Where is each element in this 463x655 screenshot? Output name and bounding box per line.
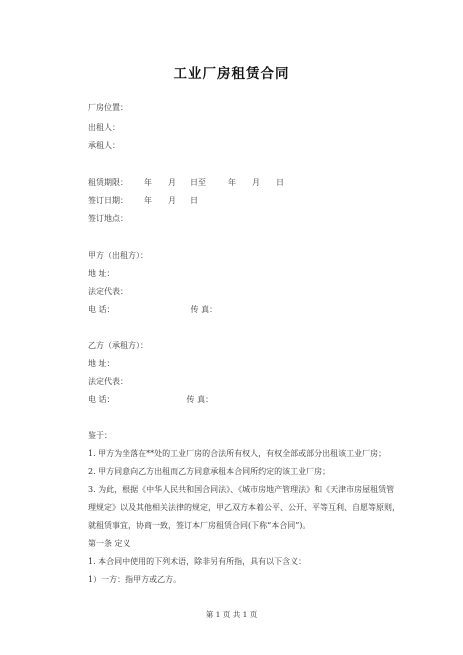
- article-1-sub-1: 1）一方：指甲方或乙方。: [88, 575, 182, 584]
- party-b-phone: 电 话：: [88, 395, 115, 404]
- whereas-item-3: 3. 为此，根据《中华人民共和国合同法》、《城市房地产管理法》和《天津市房屋租赁管理规定》以及其他相关法律的规定，甲乙双方本着公平、公开、平等互利、自愿等原则，就租赁事宜，协商一致，签订本厂房租赁合同(下称“本合同”)。: [88, 485, 400, 530]
- party-b-contact-line: [88, 394, 213, 405]
- signing-place-field: 签订地点：: [88, 214, 128, 223]
- party-b-legal-rep: 法定代表：: [88, 377, 128, 386]
- period-year-start: 年: [144, 178, 152, 187]
- period-month-end: 月: [252, 178, 260, 187]
- signing-date-label: 签订日期：: [88, 196, 128, 205]
- lease-period-label: 租赁期限：: [88, 178, 128, 187]
- period-day-to: 日至: [190, 178, 206, 187]
- whereas-item-1: 1. 甲方为坐落在**处的工业厂房的合法所有权人，有权全部或部分出租该工业厂房；: [88, 449, 387, 458]
- whereas-heading: 鉴于：: [88, 431, 112, 440]
- signing-month: 月: [168, 196, 176, 205]
- signing-date-line: [88, 195, 198, 206]
- period-day-end: 日: [276, 178, 284, 187]
- party-a-contact-line: [88, 304, 217, 315]
- period-month-start: 月: [168, 178, 176, 187]
- party-a-phone: 电 话：: [88, 305, 115, 314]
- lessor-field: 出租人：: [88, 123, 120, 132]
- party-b-fax: 传 真：: [186, 395, 214, 404]
- document-title: 工业厂房租赁合同: [173, 66, 290, 82]
- party-a-fax: 传 真：: [190, 305, 218, 314]
- page-number: 第 1 页 共 1 页: [205, 610, 258, 619]
- whereas-item-2: 2. 甲方同意向乙方出租而乙方同意承租本合同所约定的该工业厂房；: [88, 467, 331, 476]
- period-year-end: 年: [228, 178, 236, 187]
- party-b-address: 地 址：: [88, 359, 115, 368]
- party-a-address: 地 址：: [88, 269, 115, 278]
- location-field: 厂房位置：: [88, 103, 128, 112]
- party-b-heading: 乙方（承租方）：: [88, 341, 148, 350]
- lease-period-line: [88, 177, 284, 188]
- contract-body: [88, 427, 400, 589]
- article-1-item-1: 1. 本合同中使用的下列术语，除非另有所指，具有以下含义：: [88, 557, 307, 566]
- signing-year: 年: [144, 196, 152, 205]
- lessee-field: 承租人：: [88, 141, 120, 150]
- article-1-heading: 第一条 定义: [88, 539, 131, 548]
- party-a-legal-rep: 法定代表：: [88, 287, 128, 296]
- signing-day: 日: [190, 196, 198, 205]
- party-a-heading: 甲方（出租方）：: [88, 251, 148, 260]
